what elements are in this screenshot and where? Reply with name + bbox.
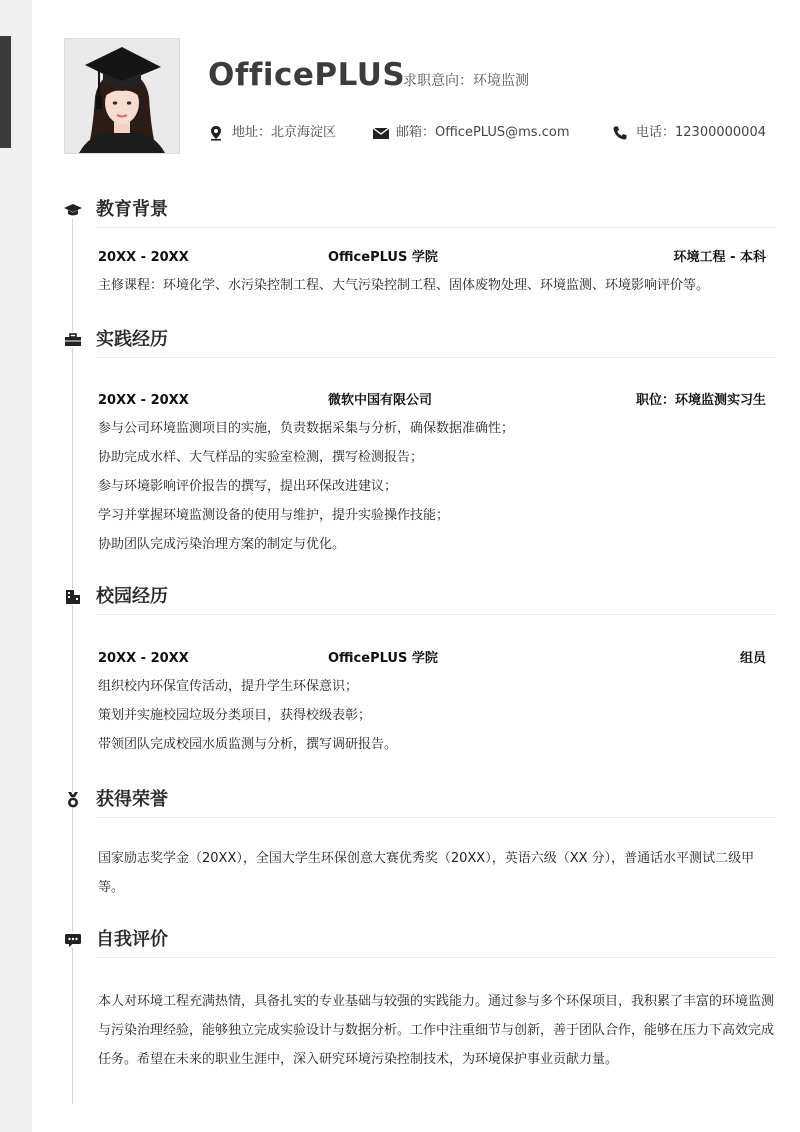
section-divider — [96, 817, 776, 818]
campus-period: 20XX - 20XX — [98, 651, 189, 666]
self-evaluation-text: 本人对环境工程充满热情，具备扎实的专业基础与较强的实践能力。通过参与多个环保项目，我积累了丰富的环境监测与污染治理经验，能够独立完成实验设计与数据分析。工作中注重细节与创新，善于团队合作，能够在压力下高效完成任务。希望在未来的职业生涯中，深入研究环境污染控制技术，为环境保护事业贡献力量。 — [98, 994, 775, 1067]
envelope-icon — [372, 125, 388, 141]
list-item: 策划并实施校园垃圾分类项目，获得校级表彰； — [98, 708, 372, 723]
section-education-title: 教育背景 — [96, 199, 168, 220]
section-divider — [96, 357, 776, 358]
section-divider — [96, 227, 776, 228]
list-item: 参与公司环境监测项目的实施，负责数据采集与分析，确保数据准确性； — [98, 421, 515, 436]
campus-org: OfficePLUS 学院 — [328, 651, 438, 666]
address-text: 地址：北京海淀区 — [232, 125, 337, 140]
list-item: 带领团队完成校园水质监测与分析，撰写调研报告。 — [98, 737, 398, 752]
campus-role: 组员 — [739, 651, 766, 666]
education-period: 20XX - 20XX — [98, 250, 189, 265]
section-campus-header — [62, 582, 776, 612]
list-item: 参与环境影响评价报告的撰写，提出环保改进建议； — [98, 479, 398, 494]
list-item: 学习并掌握环境监测设备的使用与维护，提升实验操作技能； — [98, 508, 450, 523]
contact-email — [372, 123, 569, 143]
email-text: 邮箱：OfficePLUS@ms.com — [396, 125, 570, 140]
practice-company: 微软中国有限公司 — [328, 393, 433, 408]
graduation-cap-icon — [64, 202, 82, 218]
section-education-header — [62, 195, 776, 225]
side-accent-bar — [0, 36, 11, 148]
section-divider — [96, 614, 776, 615]
list-item: 协助完成水样、大气样品的实验室检测，撰写检测报告； — [98, 450, 424, 465]
section-divider — [96, 957, 776, 958]
contact-address — [208, 123, 336, 143]
practice-period: 20XX - 20XX — [98, 393, 189, 408]
comment-icon — [64, 932, 82, 948]
honors-text: 国家励志奖学金（20XX），全国大学生环保创意大赛优秀奖（20XX），英语六级（XX 分），普通话水平测试二级甲等。 — [98, 851, 755, 895]
section-practice-header — [62, 325, 776, 355]
list-item: 协助团队完成污染治理方案的制定与优化。 — [98, 537, 346, 552]
location-pin-icon — [208, 125, 224, 141]
education-major: 环境工程 - 本科 — [673, 250, 766, 265]
contact-phone — [612, 123, 766, 143]
candidate-name: OfficePLUS — [208, 57, 406, 93]
section-honors-title: 获得荣誉 — [96, 789, 168, 810]
education-row — [98, 248, 766, 268]
list-item: 组织校内环保宣传活动，提升学生环保意识； — [98, 679, 359, 694]
campus-row — [98, 649, 766, 669]
medal-icon — [64, 792, 82, 808]
section-honors-header — [62, 785, 776, 815]
job-intention: 求职意向：环境监测 — [403, 73, 529, 89]
practice-row — [98, 391, 766, 411]
phone-icon — [612, 125, 628, 141]
briefcase-icon — [64, 332, 82, 348]
section-self-header — [62, 925, 776, 955]
phone-text: 电话：12300000004 — [636, 125, 766, 140]
education-courses: 主修课程：环境化学、水污染控制工程、大气污染控制工程、固体废物处理、环境监测、环境影响评价等。 — [98, 278, 710, 293]
section-practice-title: 实践经历 — [96, 329, 168, 350]
profile-photo — [64, 38, 180, 154]
practice-position: 职位：环境监测实习生 — [635, 393, 766, 408]
resume-page — [32, 0, 800, 1132]
section-self-title: 自我评价 — [96, 929, 168, 950]
building-icon — [64, 589, 82, 605]
education-school: OfficePLUS 学院 — [328, 250, 438, 265]
section-campus-title: 校园经历 — [96, 586, 168, 607]
